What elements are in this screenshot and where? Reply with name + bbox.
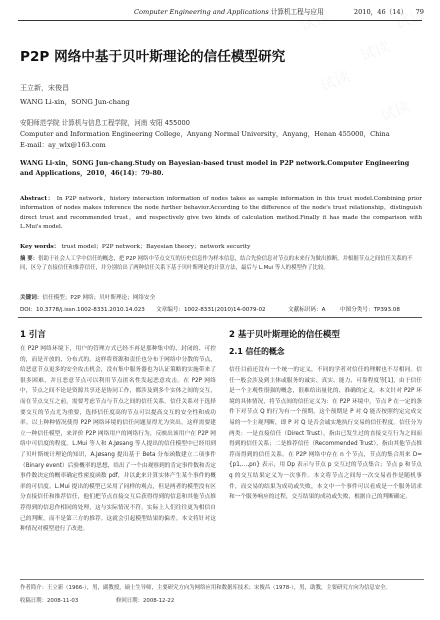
author-email: E-mail：ay_wlx@163.com [20,141,106,149]
clc-number: 中图分类号：TP393.08 [340,307,400,313]
footnote-rule [20,579,424,580]
keywords-en-label: Key words： [20,243,60,250]
abstract-en [20,195,422,232]
section-2-1-heading: 2.1 信任的概念 [229,347,285,356]
section-1-text: 在 P2P 网络环境下，用户的管理方式已经不再是那种集中的、封闭的、可控的，而是开放的、分布式的。这样将资源和责任也分布于网络中分散的节点，给恶意节点更多的安全攻击机会，没有集中服务器也为认证策略的实施带来了很多困难，并且恶意节点可以利用节点匿名性发起恶意攻击。在 P2P 网络中，节点之间不论是资源共享还是协同工作，都涉及到多个实体之间的交互，而在节点交互之前，需要考虑节点与节点之间的信任关系。信任关系对于选择要交互的节点尤为重要，选择信任度高的节点可以提高交互的安全性和成功率。以上种种情况使得 P2P 网络环境的信任问题显得尤为突出。这样需要建立一种信任模型，来评价 P2P 网络用户的网络行为，反映出该用户在 P2P 网络中可信度的程度。L.Mui 等人和 A.Jøsang 等人提出的信任模型中已经用到了贝叶斯统计理论的知识，A.Jøsang 提出基于 Beta 分布函数建立二项事件（Binary event）后验概率的思想，给出了一个由观察到的肯定事件数和否定事件数决定的概率确定性密度函数 pdf，并以此来计算实体产生某个事件的概率的可信度。L.Mui 提出的模型已采用了同样的观点，但是两者的模型没有区分直接信任和推荐信任，他们把节点直接交互后获得得到的信息和其他节点推荐得到的信息作相同的处理，这与实际情况不符。实际上人们往往更为相信自己的判断，而不是第三方的推荐。这就会引起模型结果的偏差。本文将针对这种情况对模型进行了改进。 [20,346,216,533]
section-1-heading: 1 引言 [20,330,46,340]
section-2-1-text: 信任目前还没有一个统一的定义，不同的学者对信任的理解也不尽相同。信任一般会涉及到主体或服务的诚实、真实、能力、可靠程度等[1]，由于信任是一个主观性很强的概念，很难给出量化的、准确的定义。本文针对 P2P 环境的具体情况，将节点间的信任定义为：在 P2P 环境中，节点 P 在一定的条件下对节点 Q 的行为有一个预期，这个预期是 P 对 Q 能否按照约定完成交易的一个主观判断，即 P 对 Q 是否会诚实地执行交易的信任程度。信任分为两类：一是直接信任（Direct Trust），指由已发生过的直接交互行为之间而得到的信任关系；二是推荐信任（Recommended Trust），指由其他节点推荐而得到的信任关系。在 P2P 网络中存在 n 个节点，节点的集合用来 D={p1,…,pn} 表示，用 Dp 表示与节点 p 交互过的节点集合；节点 p 和节点 q 的交互结果定义为一次事件。本文将节点之间每一次交易看作是随机事件，而交易的结果为成功或失败，本文中一个事件可以看成是一个服务请求和一个服务响应的过程，交互结果的成功或失败，根据自己的判断确定。 [229,367,422,501]
received-date: 收稿日期：2008-11-03 [20,598,79,604]
document-code: 文献标识码：A [288,307,326,313]
header-rule [18,20,422,21]
abstract-cn-label: 摘 要： [20,256,39,262]
header-journal-cn: 计算机工程与应用 [270,8,324,16]
authors-cn: 王立新，宋俊昌 [20,84,69,92]
revised-date: 修回日期：2008-12-22 [116,598,175,604]
affiliation-cn: 安阳师范学院 计算机与信息工程学院，河南 安阳 455000 [20,119,190,127]
watermark-text [317,65,353,96]
watermark-text [377,95,413,126]
keywords-cn-text: 信任模型；P2P 网络；贝叶斯理论；网络安全 [42,295,156,301]
header-issue: 2010，46（14） [353,8,408,16]
footnote-author-bio: 作者简介：王立新（1966-），男，副教授，硕士生导师，主要研究方向为网络应用和数据库技术；宋俊昌（1978-），男，助教，主要研究方向为信息安全。 [20,585,391,591]
abstract-en-text: In P2P network，history interaction information of nodes takes as sample information in this trust model.Combining prior information of nodes makes inference the node further behavior.According to the difference of the node's trust relationship，distinguish direct trust and recommended trust，and respectively give two kinds of calculation method.Finally it has made the comparison with L.Mui's model. [20,196,422,230]
keywords-en-text: trust model；P2P network；Bayesian theory；network security [61,244,251,250]
keywords-en [20,241,250,250]
citation: WANG Li-xin，SONG Jun-chang.Study on Bayesian-based trust model in P2P network.Computer Engineering and Applications，2010，46(14)：79-80. [20,159,410,177]
abstract-en-label: Abstract： [20,196,55,202]
affiliation-en: Computer and Information Engineering College，Anyang Normal University，Anyang，Henan 455000，China [20,130,390,138]
paper-title: P2P 网络中基于贝叶斯理论的信任模型研究 [20,49,286,65]
header-page-number: 79 [415,8,424,16]
ids-rule [18,317,422,318]
keywords-cn-label: 关键词： [20,295,43,301]
abstract-cn [20,255,422,274]
article-number: 文章编号：1002-8331(2010)14-0079-02 [156,307,266,313]
running-header [0,0,440,22]
header-journal-en: Computer Engineering and Applications [134,8,269,16]
keywords-cn [20,293,155,301]
watermark-text [357,35,393,66]
header-journal [134,6,324,16]
authors-en: WANG Li-xin，SONG Jun-chang [20,98,130,106]
section-2-heading: 2 基于贝叶斯理论的信任模型 [229,330,340,340]
doi: DOI：10.3778/j.issn.1002-8331.2010.14.023 [20,307,145,313]
abstract-cn-text: 借助于社会人工学中信任的概念，把 P2P 网络中节点交互的历史信息作为样本信息，结合先验信息对节点的未来行为做出推断，并根据节点之间信任关系的不同，区分了直接信任和推荐信任，并分别给出了两种信任关系下基于贝叶斯理论的计算方法，最后与 L.Mui 等人的模型作了比较。 [20,256,413,272]
